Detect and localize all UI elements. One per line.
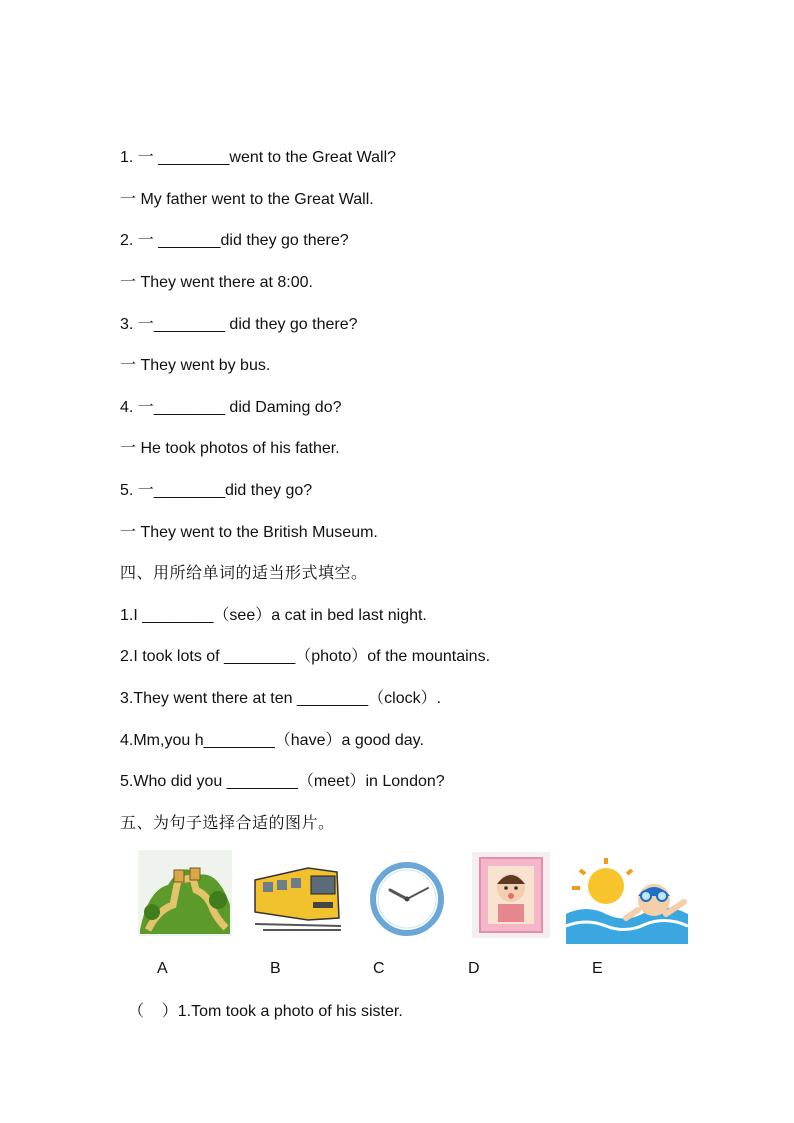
- q4-item-1: 1.I ________（see）a cat in bed last night.: [120, 607, 427, 624]
- picture-label-d: D: [468, 960, 480, 977]
- q3-item-2-answer: 一 They went there at 8:00.: [120, 274, 313, 291]
- picture-label-b: B: [270, 960, 281, 977]
- train-icon: [253, 860, 343, 937]
- q3-item-4-answer: 一 He took photos of his father.: [120, 440, 340, 457]
- photo-frame-icon: [472, 852, 550, 943]
- q5-item-1: （ ）1.Tom took a photo of his sister.: [128, 1003, 403, 1020]
- q3-item-5-question: 5. 一________did they go?: [120, 482, 313, 499]
- q4-item-3: 3.They went there at ten ________（clock）.: [120, 690, 442, 707]
- picture-label-a: A: [157, 960, 168, 977]
- picture-label-e: E: [592, 960, 603, 977]
- q3-item-1-question: 1. 一 ________went to the Great Wall?: [120, 149, 397, 166]
- q3-item-5-answer: 一 They went to the British Museum.: [120, 524, 378, 541]
- picture-label-c: C: [373, 960, 385, 977]
- section4-heading: 四、用所给单词的适当形式填空。: [120, 565, 368, 582]
- q3-item-3-answer: 一 They went by bus.: [120, 357, 271, 374]
- q4-item-5: 5.Who did you ________（meet）in London?: [120, 773, 445, 790]
- q3-item-1-answer: 一 My father went to the Great Wall.: [120, 191, 374, 208]
- q4-item-4: 4.Mm,you h________（have）a good day.: [120, 732, 424, 749]
- clock-icon: [370, 862, 444, 941]
- swimming-boy-icon: [566, 856, 688, 949]
- section5-heading: 五、为句子选择合适的图片。: [120, 815, 335, 832]
- great-wall-icon: [138, 850, 232, 941]
- q3-item-3-question: 3. 一________ did they go there?: [120, 316, 358, 333]
- q4-item-2: 2.I took lots of ________（photo）of the mountains.: [120, 648, 491, 665]
- q3-item-2-question: 2. 一 _______did they go there?: [120, 232, 349, 249]
- q3-item-4-question: 4. 一________ did Daming do?: [120, 399, 342, 416]
